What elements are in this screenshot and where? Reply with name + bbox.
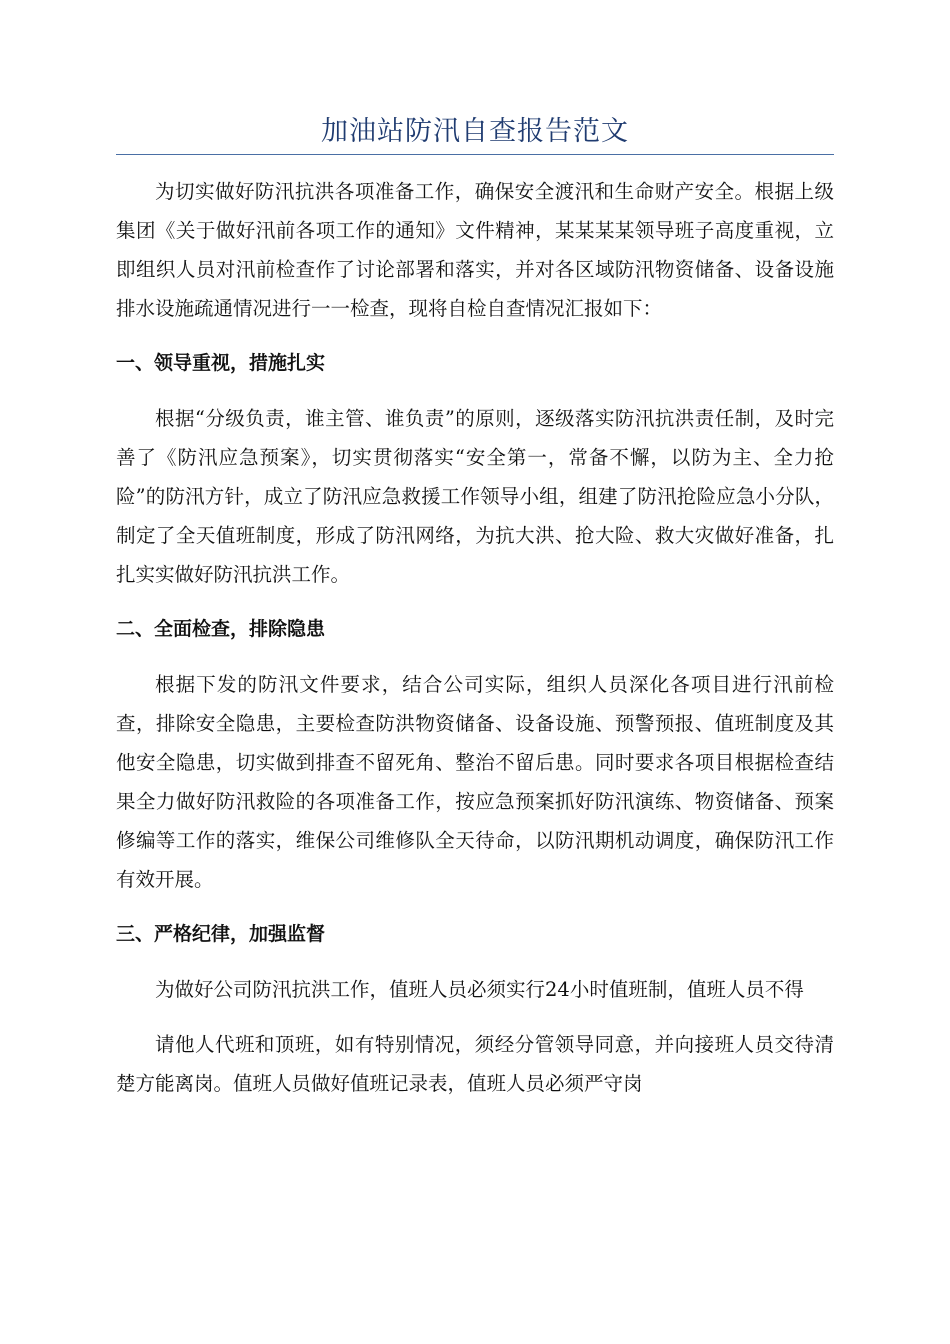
section-heading-2: 二、全面检查，排除隐患 <box>116 618 326 640</box>
document-title: 加油站防汛自查报告范文 <box>321 116 629 147</box>
section-3-paragraph: 为做好公司防汛抗洪工作，值班人员必须实行24小时值班制，值班人员不得 <box>155 978 804 1001</box>
document-body <box>116 172 834 1103</box>
intro-paragraph: 为切实做好防汛抗洪各项准备工作，确保安全渡汛和生命财产安全。根据上级集团《关于做好汛前各项工作的通知》文件精神，某某某某领导班子高度重视，立即组织人员对汛前检查作了讨论部署和落实，并对各区域防汛物资储备、设备设施排水设施疏通情况进行一一检查，现将自检自查情况汇报如下： <box>116 180 834 320</box>
section-2-paragraph: 根据下发的防汛文件要求，结合公司实际，组织人员深化各项目进行汛前检查，排除安全隐患，主要检查防洪物资储备、设备设施、预警预报、值班制度及其他安全隐患，切实做到排查不留死角、整治不留后患。同时要求各项目根据检查结果全力做好防汛救险的各项准备工作，按应急预案抓好防汛演练、物资储备、预案修编等工作的落实，维保公司维修队全天待命，以防汛期机动调度，确保防汛工作有效开展。 <box>116 673 834 891</box>
section-heading-1: 一、领导重视，措施扎实 <box>116 352 326 374</box>
section-heading-3: 三、严格纪律，加强监督 <box>116 923 326 945</box>
title-underline <box>116 154 834 155</box>
section-3-paragraph-continued: 请他人代班和顶班，如有特别情况，须经分管领导同意，并向接班人员交待清楚方能离岗。值班人员做好值班记录表，值班人员必须严守岗 <box>116 1033 834 1095</box>
section-1-paragraph: 根据“分级负责，谁主管、谁负责”的原则，逐级落实防汛抗洪责任制，及时完善了《防汛应急预案》，切实贯彻落实“安全第一，常备不懈，以防为主、全力抢险”的防汛方针，成立了防汛应急救援工作领导小组，组建了防汛抢险应急小分队，制定了全天值班制度，形成了防汛网络，为抗大洪、抢大险、救大灾做好准备，扎扎实实做好防汛抗洪工作。 <box>116 407 834 586</box>
